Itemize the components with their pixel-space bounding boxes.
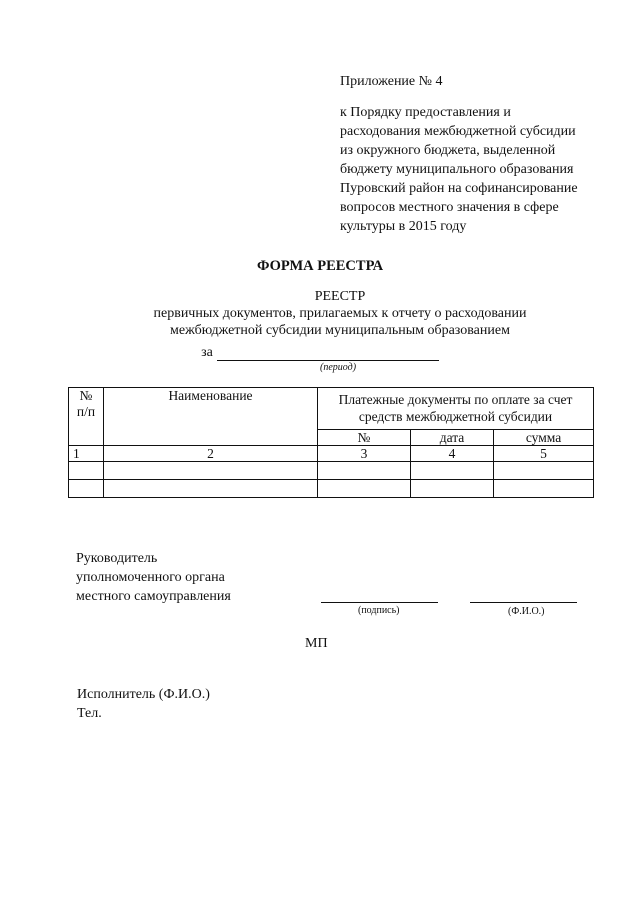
header-sub-date: дата: [411, 430, 494, 446]
table-cell[interactable]: [411, 462, 494, 480]
fio-caption: (Ф.И.О.): [508, 606, 545, 617]
column-number-row: [69, 446, 594, 462]
period-field[interactable]: [217, 346, 439, 361]
header-num-line1: №: [79, 388, 93, 403]
table-cell[interactable]: [318, 462, 411, 480]
column-number: 2: [104, 446, 318, 462]
column-number: 4: [411, 446, 494, 462]
registry-line-1: первичных документов, прилагаемых к отчету о расходовании: [153, 306, 527, 321]
header-payment: Платежные документы по оплате за счет средств межбюджетной субсидии: [318, 388, 594, 430]
table-cell[interactable]: [104, 462, 318, 480]
table-row: [69, 480, 594, 498]
registry-heading: [60, 288, 620, 339]
period-caption: (период): [320, 362, 357, 373]
table-cell[interactable]: [411, 480, 494, 498]
header-name: Наименование: [104, 388, 318, 446]
fio-field[interactable]: [470, 602, 577, 603]
appendix-text: к Порядку предоставления и расходования межбюджетной субсидии из окружного бюджета, выделенной бюджету муниципального образования Пуровский район на софинансирование вопросов местного значения в сфере культуры в 2015 году: [340, 105, 578, 234]
appendix-block: [340, 72, 620, 236]
registry-title: РЕЕСТР: [314, 289, 366, 304]
column-number: 3: [318, 446, 411, 462]
executor-name-label: Исполнитель (Ф.И.О.): [77, 687, 210, 702]
column-number: 1: [69, 446, 104, 462]
column-number: 5: [494, 446, 594, 462]
stamp-place: МП: [305, 636, 328, 651]
header-num-line2: п/п: [76, 404, 96, 419]
table-row: [69, 462, 594, 480]
table-cell[interactable]: [69, 480, 104, 498]
table-cell[interactable]: [318, 480, 411, 498]
table-cell[interactable]: [494, 480, 594, 498]
table-cell[interactable]: [494, 462, 594, 480]
head-signatory: Руководитель уполномоченного органа местного самоуправления: [76, 551, 231, 604]
executor-phone-label: Тел.: [77, 706, 102, 721]
signature-caption: (подпись): [358, 605, 400, 616]
header-sub-sum: сумма: [494, 430, 594, 446]
registry-line-2: межбюджетной субсидии муниципальным образованием: [170, 323, 510, 338]
signature-field[interactable]: [321, 602, 438, 603]
executor-block: [77, 685, 210, 723]
table-cell[interactable]: [69, 462, 104, 480]
header-num: [69, 388, 104, 446]
form-title: ФОРМА РЕЕСТРА: [256, 258, 384, 274]
appendix-number: Приложение № 4: [340, 74, 443, 89]
header-sub-num: №: [318, 430, 411, 446]
registry-table: [68, 387, 594, 498]
period-row: [0, 345, 640, 361]
table-cell[interactable]: [104, 480, 318, 498]
period-prefix: за: [201, 345, 213, 360]
